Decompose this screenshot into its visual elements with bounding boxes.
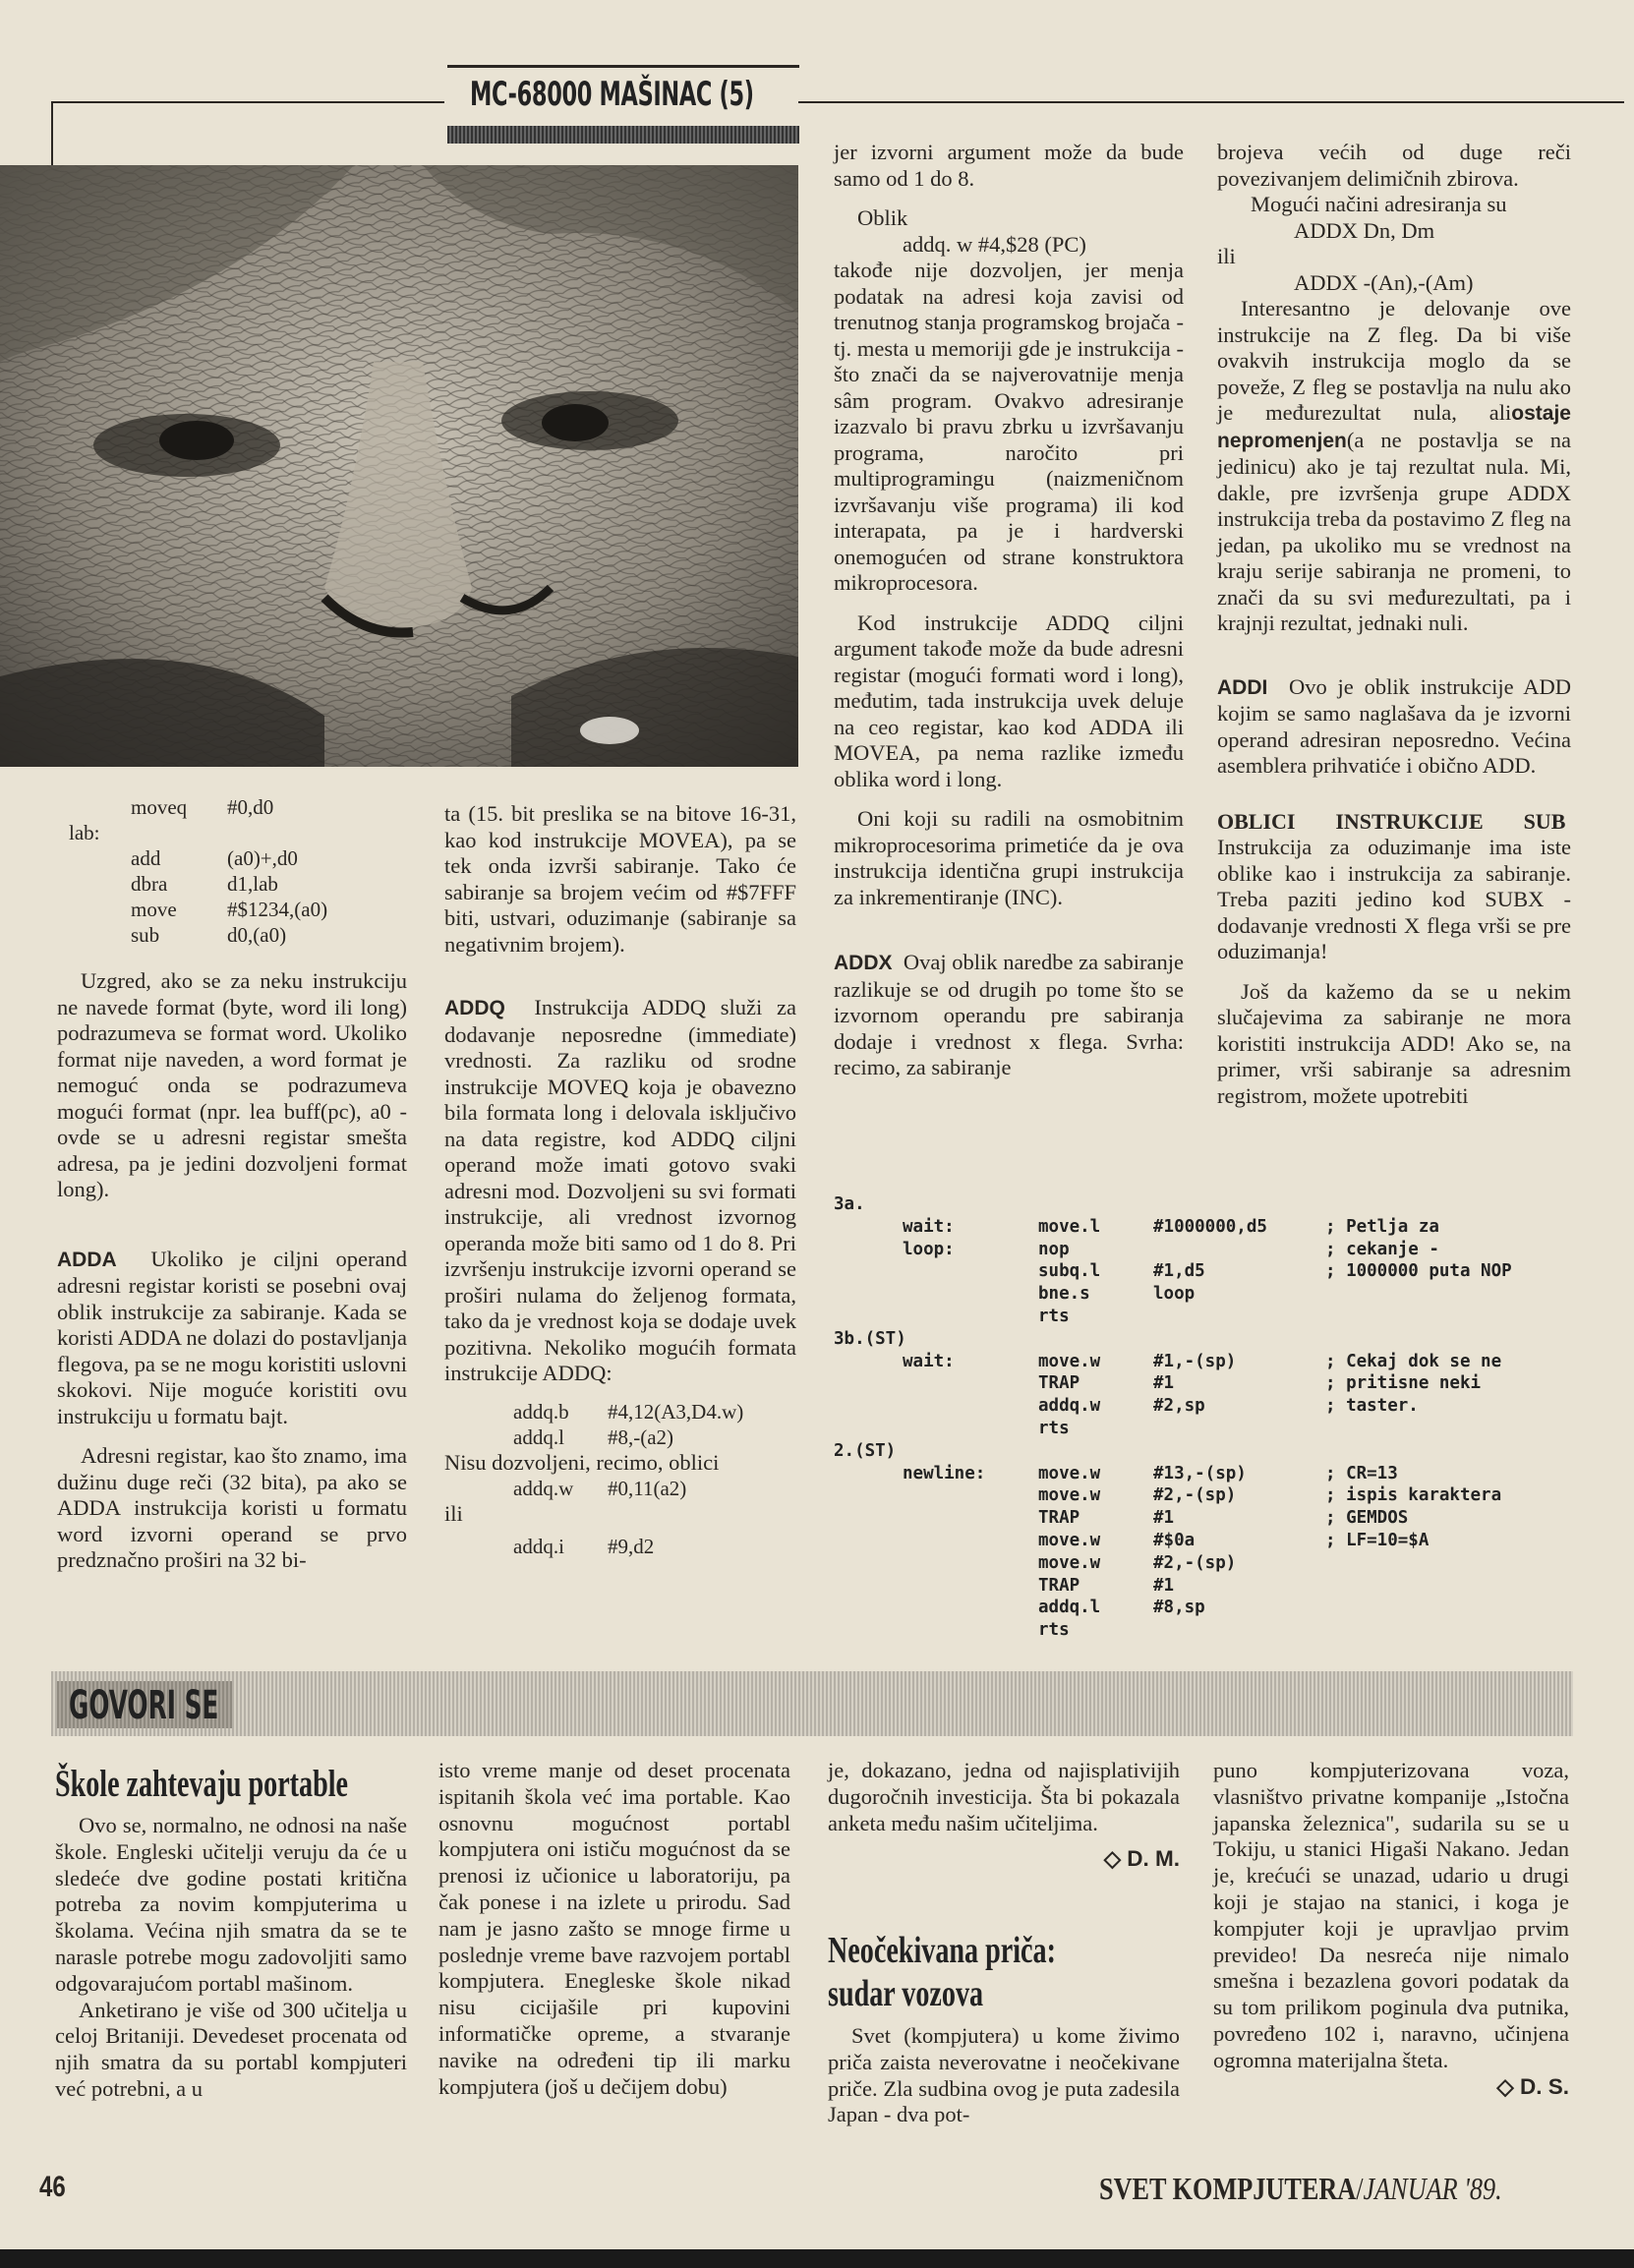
adda-text: Ukoliko je ciljni operand adresni registar koristi se posebni ovaj oblik instrukcije za sabiranje. Kada se koristi ADDA ne dolazi do postavljanja flegova, pa se ne mogu koristiti uslovni skokovi. Nije moguće koristiti ovu instrukciju u formatu bajt.	[57, 1246, 407, 1428]
adda-heading: ADDA	[57, 1248, 117, 1271]
listing-label: newline:	[903, 1463, 986, 1483]
column-2	[444, 801, 796, 1559]
listing-instr: TRAP	[1038, 1508, 1080, 1529]
addq-bad-example	[513, 1476, 686, 1501]
code-inline: ADDX -(An),-(Am)	[1294, 269, 1474, 295]
code-line: dbra d1,lab	[131, 872, 278, 896]
listing-instr: rts	[1038, 1419, 1070, 1438]
paragraph: Još da kažemo da se u nekim slučajevima za sabiranje ne mora koristiti instrukcija ADD! Ako se, na primer, vrši sabiranje sa adresnim registrom, možete upotrebiti	[1217, 978, 1571, 1108]
header-bar	[447, 126, 799, 144]
code-line: add (a0)+,d0	[131, 846, 298, 870]
listing-comment: ; CR=13	[1325, 1463, 1398, 1483]
addq-heading: ADDQ	[444, 997, 505, 1019]
addx-text: Ovaj oblik naredbe za sabiranje razlikuje se od drugih po tome što se izvornom operandu pre sabiranja dodaje i vrednost x flega. Svrha: recimo, za sabiranje	[834, 950, 1184, 1079]
listing-label: 3a.	[834, 1194, 865, 1214]
listing-instr: move.w	[1038, 1552, 1101, 1573]
paragraph: isto vreme manje od deset procenata ispitanih škola već ima portable. Kao osnovnu mogućnost portabl kompjutera oni ističu mogućnost da se prenosi iz učionice u laboratoriju, pa čak ponese i na izlete u prirodu. Sad nam je jasno zašto se mnoge firme u poslednje vreme bave razvojem portabl kompjutera. Enegleske škole nikad nisu cicijašile pri kupovini informatičke opreme, a stvaranje navike na određeni tip ili marku kompjutera (još u dečijem dobu)	[438, 1758, 790, 2099]
oblik-text: Oblik	[857, 205, 908, 230]
code-line: sub d0,(a0)	[131, 923, 287, 947]
listing-label: wait:	[903, 1216, 955, 1237]
listing-comment: ; taster.	[1325, 1396, 1419, 1417]
code-line: addq.w #0,11(a2)	[513, 1477, 687, 1500]
listing-label: 3b.(ST)	[834, 1328, 906, 1349]
bottom-edge	[0, 2249, 1634, 2268]
listing-instr: move.l	[1038, 1216, 1101, 1237]
paragraph: puno kompjuterizovana voza, vlasništvo privatne kompanije „Istočna japanska železnica", sudarila su se u Tokiju, u stanici Higaši Nakano. Jedan je, krećući se unazad, udario u drugi koji je stajao na stanici, i koga je kompjuter koji je upravljao prvim prevideo! Da nesreća nije nimalo smešna i bezazlena govori podatak da su tom prilikom poginula dva putnika, povređeno 102 i, naravno, učinjena ogromna materijalna šteta.	[1213, 1758, 1569, 2072]
addq-bad-example-2	[513, 1534, 654, 1559]
code-inline: ADDX Dn, Dm	[1294, 217, 1435, 243]
listing-operand: #8,sp	[1153, 1598, 1205, 1618]
header-rule-left	[51, 101, 444, 103]
paragraph: Uzgred, ako se za neku instrukciju ne navede format (byte, word ili long) podrazumeva se format word. Ukoliko format nije naveden, a word format je nemoguć onda se podrazumeva mogući format (npr. lea buff(pc), a0 - ovde se u adresni registar smešta adresa, pa je jedini dozvoljeni format long).	[57, 968, 407, 1201]
govori-label: GOVORI SE	[69, 1683, 219, 1728]
assembly-listing	[834, 1193, 1610, 1646]
paragraph: Ovo se, normalno, ne odnosi na naše škole. Engleski učitelji veruju da će u sledeće dve godine postati kritična potreba za novim kompjuterima u školama. Većina njih smatra da se te narasle potrebe mogu zadovoljiti samo odgovarajućom portabl mašinom.	[55, 1813, 407, 1996]
paragraph: Svet (kompjutera) u kome živimo priča zaista neverovatne i neočekivane priče. Zla sudbina ovog je puta zadesila Japan - dva pot-	[828, 2023, 1180, 2127]
column-4	[1217, 140, 1571, 1109]
addi-text: Ovo je oblik instrukcije ADD kojim se samo naglašava da je izvorni operand adresiran neposredno. Većina asemblera prihvatiće i obično ADD.	[1217, 673, 1571, 778]
listing-instr: move.w	[1038, 1531, 1101, 1550]
paragraph: jer izvorni argument može da bude samo od 1 do 8.	[834, 140, 1184, 191]
code-line: lab:	[69, 821, 100, 844]
paragraph: Anketirano je više od 300 učitelja u celoj Britaniji. Devedeset procenata od njih smatra da su portabl kompjuteri već potrebni, a u	[55, 1997, 407, 2101]
listing-instr: TRAP	[1038, 1373, 1080, 1394]
listing-operand: #$0a	[1153, 1531, 1196, 1550]
sub-heading: OBLICI INSTRUKCIJE SUB	[1217, 808, 1566, 834]
listing-instr: TRAP	[1038, 1575, 1080, 1596]
paragraph: ta (15. bit preslika se na bitove 16-31, kao kod instrukcije MOVEA), pa se tek onda izvrši sabiranje. Tako će sabiranje sa brojem većim od #$7FFF biti, ustvari, oduzimanje (sabiranje sa negativnim brojem).	[444, 801, 796, 957]
listing-label: 2.(ST)	[834, 1440, 897, 1461]
listing-instr: rts	[1038, 1620, 1070, 1641]
govori-banner	[51, 1671, 1573, 1736]
code-line: addq.i #9,d2	[513, 1534, 655, 1558]
adda-paragraph	[57, 1247, 407, 1430]
paragraph: Nisu dozvoljeni, recimo, oblici	[444, 1449, 720, 1475]
listing-operand: #1,d5	[1153, 1261, 1205, 1282]
listing-operand: loop	[1153, 1284, 1196, 1305]
article-1-col-3	[828, 1758, 1180, 1873]
footer-masthead	[1099, 2171, 1502, 2207]
addi-heading: ADDI	[1217, 675, 1268, 699]
article-1-col-2	[438, 1758, 790, 2100]
addi-paragraph	[1217, 674, 1571, 780]
listing-comment: ; 1000000 puta NOP	[1325, 1261, 1512, 1282]
listing-comment: ; Cekaj dok se ne	[1325, 1351, 1502, 1371]
emphasis: ostaje nepromenjen	[1217, 402, 1571, 452]
article-2-col-3	[828, 2023, 1180, 2128]
ili-text: ili	[1217, 244, 1236, 268]
page-number: 46	[39, 2171, 66, 2203]
article-2-col-4	[1213, 1758, 1569, 2100]
header-rule-right	[798, 101, 1624, 103]
listing-operand: #1	[1153, 1508, 1175, 1529]
listing-instr: subq.l	[1038, 1261, 1101, 1282]
face-photo	[0, 165, 798, 767]
listing-instr: move.w	[1038, 1351, 1101, 1371]
sub-text: Instrukcija za oduzimanje ima iste oblike kao i instrukcija za sabiranje. Treba paziti jedino kod SUBX - dodavanje vrednosti X flega vrši se pre oduzimanja!	[1217, 835, 1571, 963]
paragraph: Kod instrukcije ADDQ ciljni argument takođe može da bude adresni registar (mogući formati word i long), međutim, tada instrukcija uvek deluje na ceo registar, kao kod ADDA ili MOVEA, pa nema razlike između oblika word i long.	[834, 610, 1184, 791]
listing-operand: #1,-(sp)	[1153, 1351, 1237, 1371]
addq-examples	[513, 1399, 743, 1450]
listing-comment: ; LF=10=$A	[1325, 1531, 1430, 1550]
listing-instr: move.w	[1038, 1463, 1101, 1483]
column-1	[57, 968, 407, 1574]
listing-operand: #1000000,d5	[1153, 1216, 1267, 1237]
listing-instr: addq.w	[1038, 1396, 1101, 1417]
listing-instr: nop	[1038, 1239, 1070, 1259]
listing-comment: ; ispis karaktera	[1325, 1485, 1502, 1506]
magazine-name: SVET KOMPJUTERA	[1099, 2171, 1357, 2206]
addq-paragraph	[444, 995, 796, 1387]
listing-operand: #2,sp	[1153, 1396, 1205, 1417]
listing-operand: #2,-(sp)	[1153, 1485, 1237, 1506]
column-3	[834, 140, 1184, 1081]
listing-comment: ; pritisne neki	[1325, 1373, 1482, 1394]
paragraph: brojeva većih od duge reči povezivanjem delimičnih zbirova.	[1217, 140, 1571, 191]
paragraph: je, dokazano, jedna od najisplativijih dugoročnih investicija. Šta bi pokazala anketa među našim učiteljima.	[828, 1758, 1180, 1835]
listing-operand: #1	[1153, 1373, 1175, 1394]
addq-text: Instrukcija ADDQ služi za dodavanje neposredne (immediate) vrednosti. Za razliku od srodne instrukcije MOVEQ koja je obavezno bila formata long i delovala isključivo na data registre, kod ADDQ ciljni operand može imati gotovo svaki adresni mod. Dozvoljeni su svi formati instrukcije, ali vrednost izvornog operanda može biti samo od 1 do 8. Pri izvršenju instrukcije izvorni operand se proširi nulama do željenog formata, tako da je vrednost koja se dodaje uvek pozitivna. Nekoliko mogućih formata instrukcije ADDQ:	[444, 995, 796, 1385]
listing-operand: #2,-(sp)	[1153, 1552, 1237, 1573]
footer-separator: /	[1356, 2171, 1364, 2206]
listing-comment: ; GEMDOS	[1325, 1508, 1409, 1529]
header-top-rule	[447, 65, 799, 68]
listing-operand: #1	[1153, 1575, 1175, 1596]
listing-instr: addq.l	[1038, 1598, 1101, 1618]
listing-instr: move.w	[1038, 1485, 1101, 1506]
article-2-title: Neočekivana priča: sudar vozova	[828, 1930, 1056, 2014]
listing-label: loop:	[903, 1239, 955, 1259]
addx-paragraph	[834, 950, 1184, 1081]
listing-label: wait:	[903, 1351, 955, 1371]
page-title: MC-68000 MAŠINAC (5)	[470, 75, 754, 114]
code-line: move #$1234,(a0)	[131, 898, 328, 921]
code-line: moveq #0,d0	[131, 795, 274, 819]
code-example-col1	[69, 794, 327, 948]
header-rule-left-vertical	[51, 101, 53, 170]
paragraph: takođe nije dozvoljen, jer menja podatak na adresi koja zavisi od trenutnog stanja programskog brojača - tj. mesta u memoriji gde je instrukcija - što znači da se najverovatnije menja sâm program. Ovakvo adresiranje izazvalo bi pravu zbrku u izvršavanju programa, naročito pri multiprogramingu (naizmeničnom izvršavanju više programa) ili kod interapata, pa je i hardverski onemogućen od strane konstruktora mikroprocesora.	[834, 258, 1184, 595]
code-line: addq.b #4,12(A3,D4.w)	[513, 1399, 744, 1424]
issue-date: JANUAR '89.	[1363, 2171, 1502, 2206]
paragraph: Interesantno je delovanje ove instrukcije na Z fleg. Da bi više ovakvih instrukcija moglo da se poveže, Z fleg se postavlja na nulu ako je međurezultat nula, aliostaje nepromenjen(a ne postavlja se na jedinicu) ako je taj rezultat nula. Mi, dakle, pre izvršenja grupe ADDX instrukcija treba da postavimo Z fleg na jedan, pa ukoliko mu se vrednost na kraju serije sabiranja ne promeni, to znači da su svi međurezultati, pa i krajnji rezultat, jednaki nuli.	[1217, 296, 1571, 635]
article-1-signature: ◇ D. M.	[1103, 1846, 1180, 1872]
article-1-col-1	[55, 1813, 407, 2103]
paragraph: Adresni registar, kao što znamo, ima dužinu duge reči (32 bita), pa ako se ADDA instrukcija koristi u formatu word izvorni operand se prvo predznačno proširi na 32 bi-	[57, 1443, 407, 1572]
listing-instr: rts	[1038, 1307, 1070, 1326]
sub-paragraph	[1217, 809, 1571, 965]
listing-instr: bne.s	[1038, 1284, 1090, 1305]
article-2-signature: ◇ D. S.	[1496, 2073, 1569, 2099]
paragraph: Mogući načini adresiranja su	[1251, 192, 1507, 216]
paragraph: Oni koji su radili na osmobitnim mikroprocesorima primetiće da je ova instrukcija identična grupi instrukcija za inkrementiranje (INC).	[834, 806, 1184, 909]
code-line: addq.l #8,-(a2)	[513, 1425, 674, 1449]
addx-heading: ADDX	[834, 952, 893, 974]
ili-text: ili	[444, 1501, 463, 1526]
listing-operand: #13,-(sp)	[1153, 1463, 1247, 1483]
listing-comment: ; cekanje -	[1325, 1239, 1439, 1259]
code-inline: addq. w #4,$28 (PC)	[903, 231, 1086, 257]
article-1-title: Škole zahtevaju portable	[55, 1763, 348, 1805]
listing-comment: ; Petlja za	[1325, 1216, 1439, 1237]
